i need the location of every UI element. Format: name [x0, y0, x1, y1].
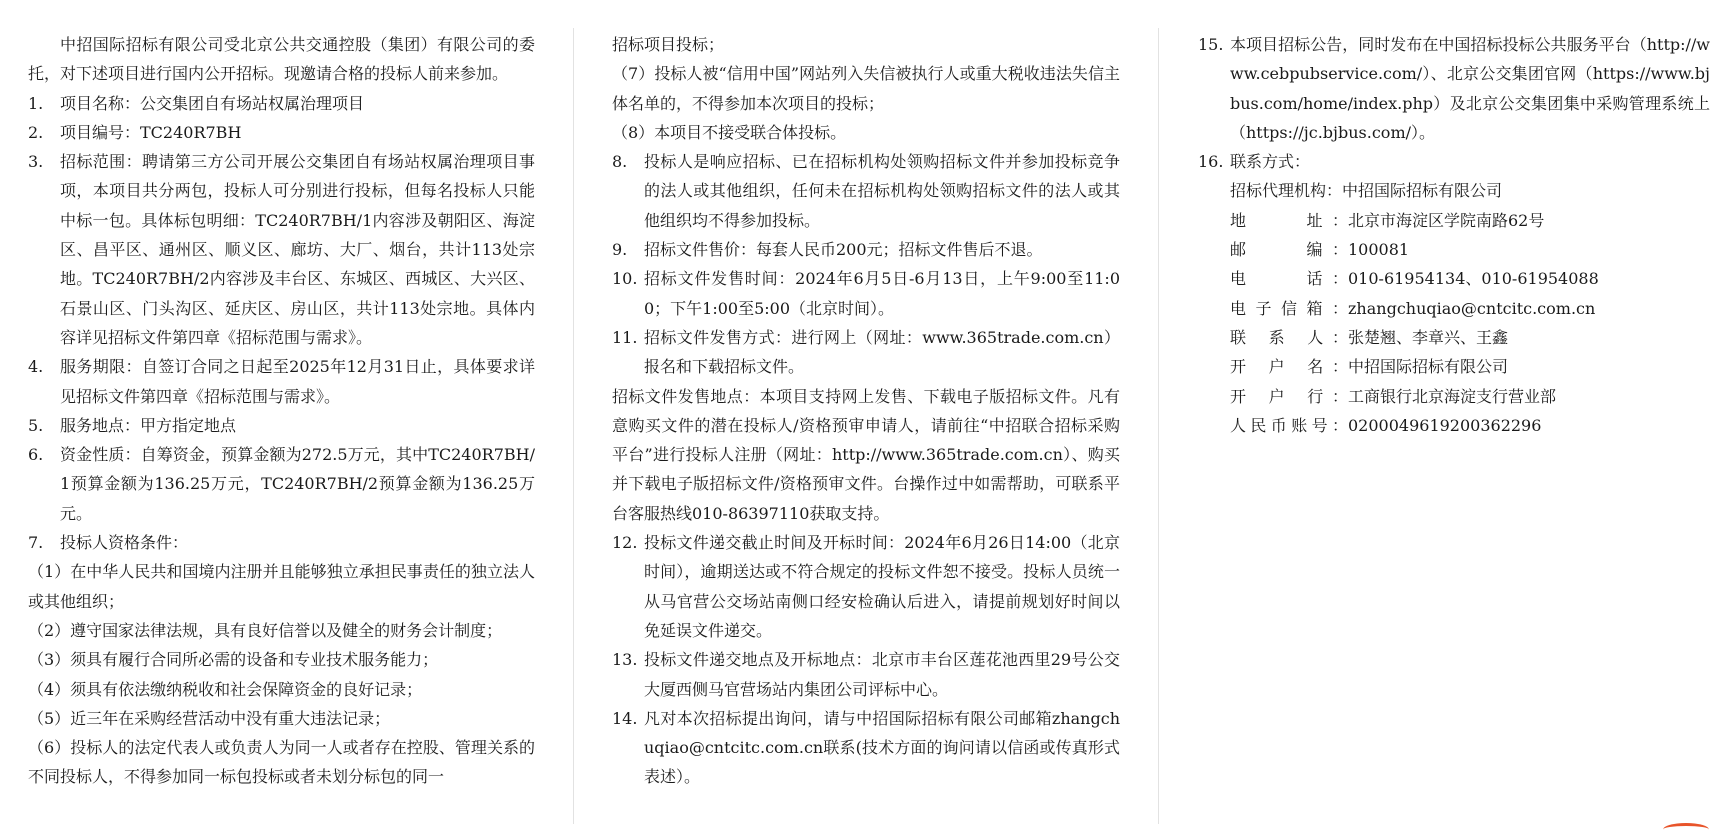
- contact-row: [1230, 176, 1710, 205]
- list-item: [28, 147, 535, 352]
- column-divider: [573, 28, 574, 824]
- item-number: 4.: [28, 357, 44, 377]
- list-item: [612, 264, 1120, 323]
- item-text: 项目名称：公交集团自有场站权属治理项目: [60, 93, 365, 113]
- list-item: [1198, 147, 1710, 176]
- contact-key: 人民币账号：: [1230, 415, 1348, 435]
- contact-row: [1230, 264, 1710, 293]
- contact-row: [1230, 323, 1710, 352]
- column-divider: [1158, 28, 1159, 824]
- qualification-condition: （4）须具有依法缴纳税收和社会保障资金的良好记录；: [28, 679, 423, 699]
- item-text: 本项目招标公告，同时发布在中国招标投标公共服务平台（http://www.cebpubservice.com/）、北京公交集团官网（https://www.bjbus.com/home/index.php）及北京公交集团集中采购管理系统上（https://jc.bjbus.com/）。: [1230, 35, 1710, 142]
- item-number: 6.: [28, 445, 44, 465]
- column-3: [1198, 30, 1710, 440]
- contact-row: [1230, 382, 1710, 411]
- contact-value: 张楚翘、李章兴、王鑫: [1348, 327, 1509, 347]
- item-number: 14.: [612, 708, 638, 728]
- item-text: 投标文件递交地点及开标地点：北京市丰台区莲花池西里29号公交大厦西侧马官营场站内集团公司评标中心。: [644, 650, 1120, 699]
- list-item: [28, 528, 535, 557]
- contact-row: [1230, 235, 1710, 264]
- item-number: 9.: [612, 240, 628, 260]
- item-text: 联系方式：: [1230, 152, 1311, 172]
- item-text: 资金性质：自筹资金，预算金额为272.5万元，其中TC240R7BH/1预算金额为136.25万元，TC240R7BH/2预算金额为136.25万元。: [60, 445, 535, 523]
- list-item: [612, 235, 1120, 264]
- contact-value: 中招国际招标有限公司: [1348, 357, 1509, 377]
- contact-value: 中招国际招标有限公司: [1342, 181, 1503, 201]
- contact-key: 电 话：: [1230, 269, 1348, 289]
- list-item: [612, 645, 1120, 704]
- contact-value: 010-61954134、010-61954088: [1348, 269, 1599, 289]
- qualification-condition: （1）在中华人民共和国境内注册并且能够独立承担民事责任的独立法人或其他组织；: [28, 562, 535, 611]
- sale-place-paragraph: 招标文件发售地点：本项目支持网上发售、下载电子版招标文件。凡有意购买文件的潜在投标人/资格预审申请人，请前往“中招联合招标采购平台”进行投标人注册（网址：http://www.365trade.com.cn）、购买并下载电子版招标文件/资格预审文件。台操作过中如需帮助，可联系平台客服热线010-86397110获取支持。: [612, 386, 1120, 523]
- contact-row: [1230, 294, 1710, 323]
- contact-key: 邮 编：: [1230, 240, 1348, 260]
- contact-key: 地 址：: [1230, 210, 1348, 230]
- contact-key: 电子信箱：: [1230, 298, 1348, 318]
- list-item: [612, 704, 1120, 792]
- contact-value: 100081: [1348, 240, 1410, 260]
- list-item: [28, 89, 535, 118]
- contact-value: 0200049619200362296: [1348, 415, 1542, 435]
- item-text: 服务期限：自签订合同之日起至2025年12月31日止，具体要求详见招标文件第四章《招标范围与需求》。: [60, 357, 535, 406]
- item-text: 投标人资格条件：: [60, 533, 189, 553]
- contact-info: [1198, 176, 1710, 440]
- qualification-condition: （5）近三年在采购经营活动中没有重大违法记录；: [28, 708, 391, 728]
- contact-row: [1230, 411, 1710, 440]
- item-number: 8.: [612, 152, 628, 172]
- qualification-condition: （6）投标人的法定代表人或负责人为同一人或者存在控股、管理关系的不同投标人，不得参加同一标包投标或者未划分标包的同一: [28, 738, 535, 787]
- intro-paragraph: 中招国际招标有限公司受北京公共交通控股（集团）有限公司的委托，对下述项目进行国内公开招标。现邀请合格的投标人前来参加。: [28, 35, 535, 84]
- item-text: 项目编号：TC240R7BH: [60, 122, 242, 142]
- qualification-condition: （8）本项目不接受联合体投标。: [612, 122, 847, 142]
- list-item: [612, 528, 1120, 645]
- list-item: [612, 147, 1120, 235]
- item-text: 招标文件售价：每套人民币200元；招标文件售后不退。: [644, 240, 1043, 260]
- item-text: 招标文件发售方式：进行网上（网址：www.365trade.com.cn）报名和下载招标文件。: [644, 327, 1120, 377]
- contact-row: [1230, 352, 1710, 381]
- item-number: 1.: [28, 93, 44, 113]
- list-item: [1198, 30, 1710, 147]
- item-text: 投标人是响应招标、已在招标机构处领购招标文件并参加投标竞争的法人或其他组织，任何未在招标机构处领购招标文件的法人或其他组织均不得参加投标。: [644, 152, 1120, 230]
- contact-value: 工商银行北京海淀支行营业部: [1348, 386, 1557, 406]
- contact-key: 开 户 名：: [1230, 357, 1348, 377]
- list-item: [28, 352, 535, 411]
- column-2: [612, 30, 1120, 792]
- corner-decoration: [1663, 823, 1709, 836]
- item-text: 投标文件递交截止时间及开标时间：2024年6月26日14:00（北京时间），逾期送达或不符合规定的投标文件恕不接受。投标人员统一从马官营公交场站南侧口经安检确认后进入，请提前规划好时间以免延误文件递交。: [644, 533, 1120, 640]
- item-number: 15.: [1198, 35, 1224, 54]
- qualification-condition: （7）投标人被“信用中国”网站列入失信被执行人或重大税收违法失信主体名单的，不得参加本次项目的投标；: [612, 64, 1120, 113]
- item-number: 3.: [28, 152, 44, 172]
- list-item: [612, 323, 1120, 382]
- list-item: [28, 118, 535, 147]
- contact-key: 开 户 行：: [1230, 386, 1348, 406]
- qualification-condition: （2）遵守国家法律法规，具有良好信誉以及健全的财务会计制度；: [28, 620, 503, 640]
- contact-key: 招标代理机构：: [1230, 181, 1343, 201]
- item-number: 7.: [28, 533, 44, 553]
- item-number: 10.: [612, 269, 638, 289]
- column-1: [28, 30, 535, 792]
- item-text: 服务地点：甲方指定地点: [60, 415, 237, 435]
- list-item: [28, 440, 535, 528]
- contact-value: 北京市海淀区学院南路62号: [1348, 210, 1545, 230]
- item-text: 凡对本次招标提出询问，请与中招国际招标有限公司邮箱zhangchuqiao@cntcitc.com.cn联系(技术方面的询问请以信函或传真形式表述）。: [644, 708, 1120, 787]
- contact-row: [1230, 206, 1710, 235]
- item-number: 13.: [612, 650, 638, 670]
- item-number: 16.: [1198, 152, 1224, 172]
- contact-value: zhangchuqiao@cntcitc.com.cn: [1348, 298, 1596, 318]
- item-number: 11.: [612, 327, 638, 347]
- contact-key: 联 系 人：: [1230, 327, 1348, 347]
- item-text: 招标文件发售时间：2024年6月5日-6月13日，上午9:00至11:00；下午1:00至5:00（北京时间）。: [644, 269, 1120, 318]
- continued-text: 招标项目投标；: [612, 35, 725, 54]
- qualification-condition: （3）须具有履行合同所必需的设备和专业技术服务能力；: [28, 650, 439, 670]
- list-item: [28, 411, 535, 440]
- item-number: 2.: [28, 122, 44, 142]
- item-text: 招标范围：聘请第三方公司开展公交集团自有场站权属治理项目事项，本项目共分两包，投标人可分别进行投标，但每名投标人只能中标一包。具体标包明细：TC240R7BH/1内容涉及朝阳区、海淀区、昌平区、通州区、顺义区、廊坊、大厂、烟台，共计113处宗地。TC240R7BH/2内容涉及丰台区、东城区、西城区、大兴区、石景山区、门头沟区、延庆区、房山区，共计113处宗地。具体内容详见招标文件第四章《招标范围与需求》。: [60, 152, 535, 347]
- item-number: 5.: [28, 415, 44, 435]
- item-number: 12.: [612, 533, 638, 553]
